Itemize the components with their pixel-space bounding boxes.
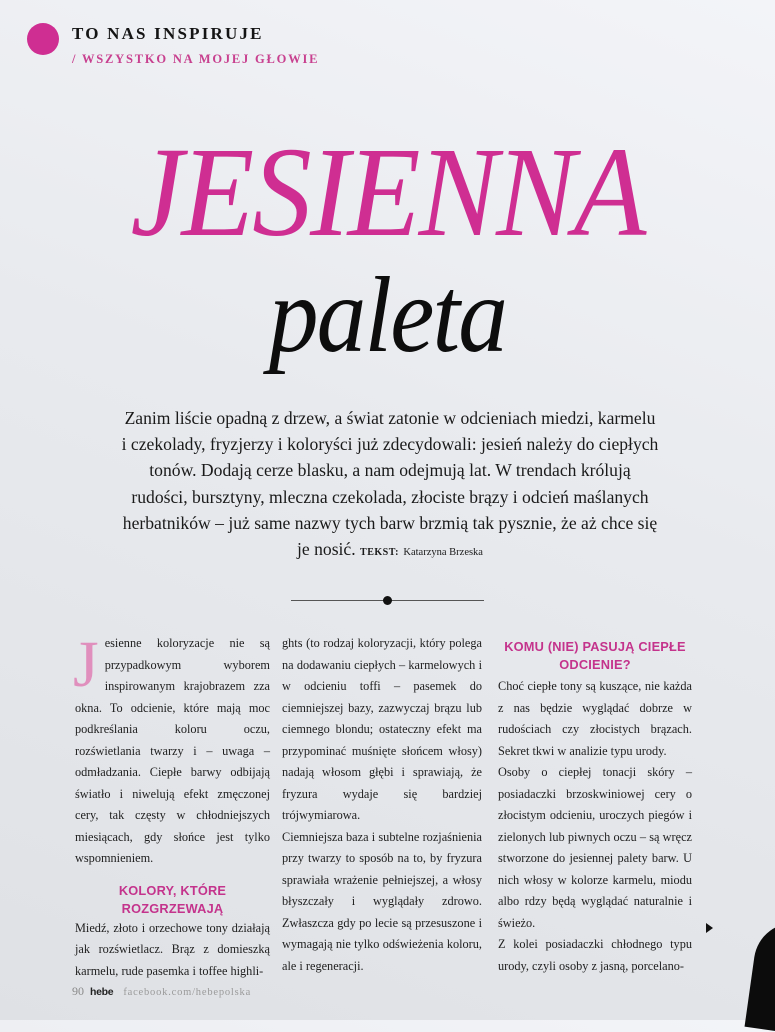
paragraph: Z kolei posiadaczki chłodnego typu urody, czyli osoby z jasną, porcelano- — [498, 937, 692, 973]
paragraph: Ciemniejsza baza i subtelne rozjaśnienia przy twarzy to sposób na to, by fryzura sprawiała wrażenie pełniejszej, a włosy błyszczały i wyglądały zdrowo. Zwłaszcza gdy po lecie są przesuszone i wymagają nie tylko odświeżenia koloru, ale i regeneracji. — [282, 829, 482, 973]
lead-paragraph — [120, 405, 660, 566]
lead-text: Zanim liście opadną z drzew, a świat zatonie w odcieniach miedzi, karmelu i czekolady, fryzjerzy i koloryści już zdecydowali: jesień należy do ciepłych tonów. Dodają cerze blasku, a nam odejmują lat. W trendach królują rudości, bursztyny, mleczna czekolada, złociste brązy i odcień maślanych herbatników – już same nazwy tych barw brzmią tak pysznie, że aż chce się je nosić. — [121, 408, 659, 560]
subheading-kolory: KOLORY, KTÓRE ROZGRZEWAJĄ — [118, 882, 227, 916]
headline-line-2: paleta — [268, 256, 507, 375]
credit-label: TEKST: — [360, 547, 399, 559]
paragraph: ghts (to rodzaj koloryzacji, który polega na dodawaniu ciepłych – karmelowych i w odcieniu toffi – pasemek do ciemniejszej bazy, zazwyczaj brązu lub ciemnego blondu; ostateczny efekt ma przypominać muśnięte słońcem włosy) nadają włosom głębi i sprawiają, że fryzura wydaje się bardziej trójwymiarowa. — [282, 636, 482, 822]
subheading-komu-pasuja: KOMU (NIE) PASUJĄ CIEPŁE ODCIENIE? — [504, 639, 686, 672]
section-dot-icon — [27, 23, 59, 55]
section-subtitle: / WSZYSTKO NA MOJEJ GŁOWIE — [72, 52, 320, 66]
intro-paragraph — [73, 628, 270, 870]
paragraph: Miedź, złoto i orzechowe tony działają jak rozświetlacz. Brąz z domieszką karmelu, rude pasemka i toffee highli- — [75, 920, 270, 978]
paragraph: Choć ciepłe tony są kuszące, nie każda z nas będzie wyglądać dobrze w rudościach czy złocistych brązach. Sekret tkwi w analizie typu urody. — [498, 679, 692, 758]
credit-author: Katarzyna Brzeska — [403, 547, 483, 559]
article-column-3 — [498, 638, 692, 977]
continue-arrow-icon — [706, 923, 713, 933]
section-title: TO NAS INSPIRUJE — [72, 24, 264, 43]
paragraph: Osoby o ciepłej tonacji skóry – posiadaczki brzoskwiniowej cery o złocistym odcieniu, uroczych piegów i zielonych lub piwnych oczu – są wręcz stworzone do jesiennej palety barw. U nich włosy w kolorze karmelu, miodu albo rdzy będą wyglądać naturalnie i świeżo. — [498, 765, 692, 930]
headline-line-1: JESIENNA — [130, 121, 645, 263]
paragraph-text: esienne koloryzacje nie są przypadkowym wyborem inspirowanym krajobrazem zza okna. To odcienie, które mają moc podkreślania koloru oczu, rozświetlania twarzy i – uwaga – odmładzania. Ciepłe barwy odbijają światło i niwelują efekt zmęczonej cery, tak częsty w chłodniejszych miesiącach, gdy słońce jest tylko wspomnieniem. — [75, 636, 270, 865]
photo-fragment — [745, 918, 775, 1032]
article-column-1 — [73, 628, 270, 982]
page-footer — [72, 984, 251, 999]
page-number: 90 — [72, 984, 84, 998]
divider-dot-icon — [383, 596, 392, 605]
article-column-2 — [282, 633, 482, 977]
drop-cap: J — [73, 628, 99, 701]
brand-logo: hebe — [90, 986, 114, 998]
facebook-link[interactable]: facebook.com/hebepolska — [123, 987, 252, 998]
